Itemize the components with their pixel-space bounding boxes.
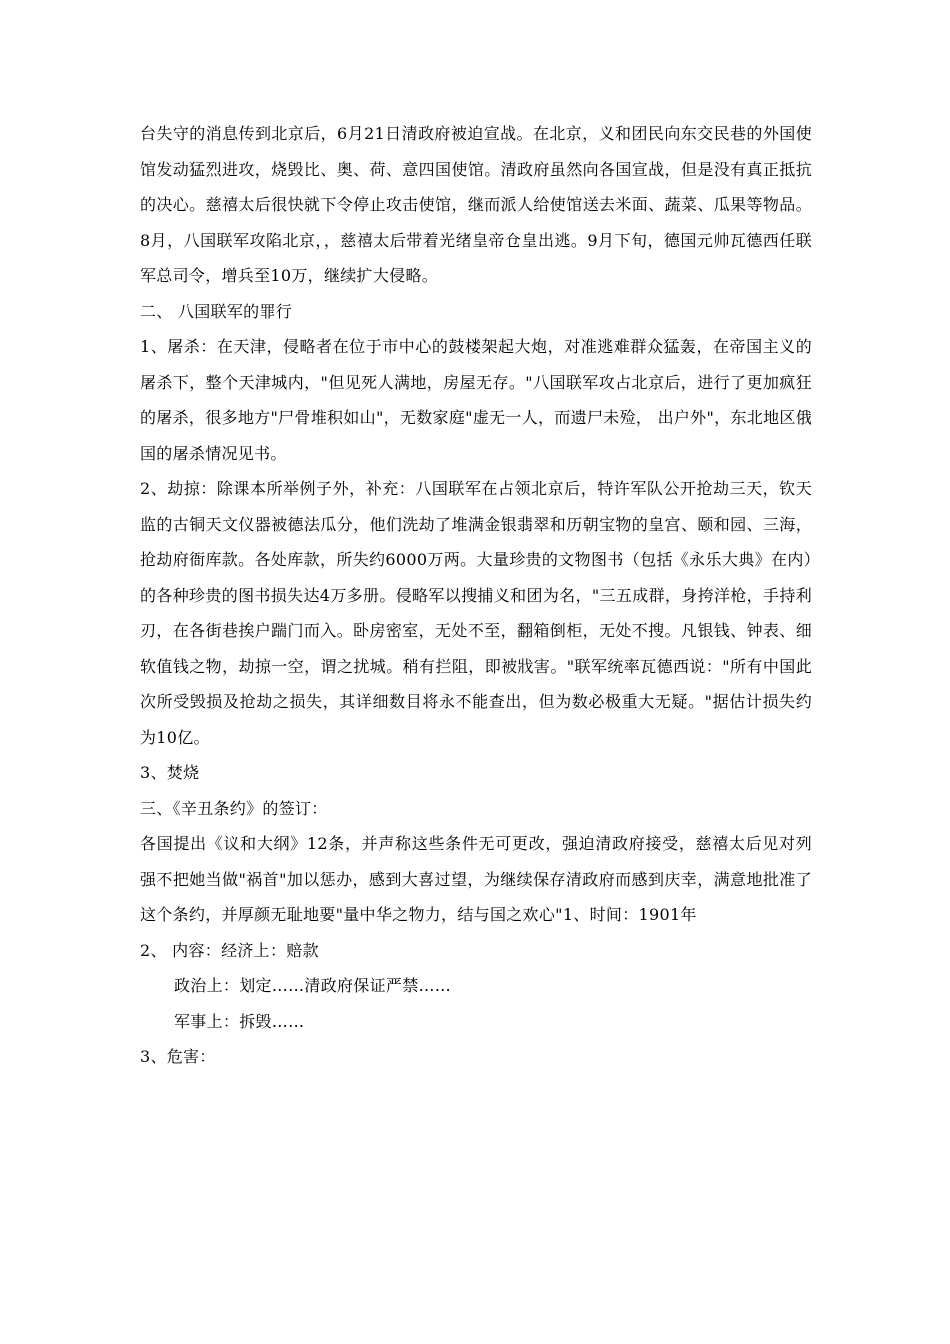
paragraph-massacre: 1、屠杀：在天津，侵略者在位于市中心的鼓楼架起大炮，对准逃难群众猛轰，在帝国主义的屠杀下，整个天津城内，"但见死人满地，房屋无存。"八国联军攻占北京后，进行了更加疯狂的屠杀，很多地方"尸骨堆积如山"，无数家庭"虚无一人，而遗尸未殓， 出户外"，东北地区俄国的屠杀情况见书。 [140, 337, 812, 463]
section-heading-crimes: 二、 八国联军的罪行 [140, 301, 293, 321]
section-heading-treaty: 三、《辛丑条约》的签订： [140, 798, 328, 818]
paragraph-burning: 3、焚烧 [140, 763, 200, 782]
paragraph-plunder: 2、劫掠：除课本所举例子外，补充：八国联军在占领北京后，特许军队公开抢劫三天，钦天监的古铜天文仪器被德法瓜分，他们洗劫了堆满金银翡翠和历朝宝物的皇宫、颐和园、三海，抢劫府衙库款。各处库款，所失约6000万两。大量珍贵的文物图书（包括《永乐大典》在内）的各种珍贵的图书损失达4万多册。侵略军以搜捕义和团为名，"三五成群，身挎洋枪，手持利刃，在各街巷挨户踹门而入。卧房密室，无处不至，翻箱倒柜，无处不搜。凡银钱、钟表、细软值钱之物，劫掠一空，谓之扰城。稍有拦阻，即被戕害。"联军统率瓦德西说："所有中国此次所受毁损及抢劫之损失，其详细数目将永不能查出，但为数必极重大无疑。"据估计损失约为10亿。 [140, 479, 812, 747]
paragraph-treaty-content: 2、 内容：经济上：赔款 [140, 940, 319, 960]
paragraph-treaty-harm: 3、危害： [140, 1047, 216, 1066]
paragraph-treaty-military: 军事上：拆毁…… [174, 1011, 305, 1031]
paragraph-treaty-political: 政治上：划定……清政府保证严禁…… [174, 976, 452, 995]
paragraph-treaty-outline: 各国提出《议和大纲》12条，并声称这些条件无可更改，强迫清政府接受，慈禧太后见对列强不把她当做"祸首"加以惩办，感到大喜过望，为继续保存清政府而感到庆幸，满意地批准了这个条约，并厚颜无耻地要"量中华之物力，结与国之欢心"1、时间：1901年 [140, 834, 812, 924]
paragraph-war-declaration: 台失守的消息传到北京后，6月21日清政府被迫宣战。在北京，义和团民向东交民巷的外国使馆发动猛烈进攻，烧毁比、奥、荷、意四国使馆。清政府虽然向各国宣战，但是没有真正抵抗的决心。慈禧太后很快就下令停止攻击使馆，继而派人给使馆送去米面、蔬菜、瓜果等物品。8月，八国联军攻陷北京，，慈禧太后带着光绪皇帝仓皇出逃。9月下旬，德国元帅瓦德西任联军总司令，增兵至10万，继续扩大侵略。 [140, 124, 812, 285]
document-body [140, 116, 812, 1075]
